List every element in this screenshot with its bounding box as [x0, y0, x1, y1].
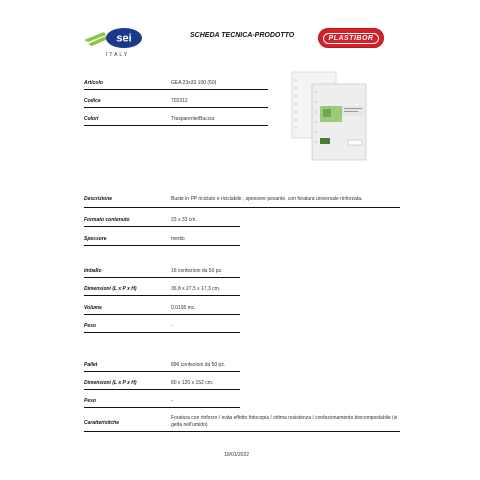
- value-colori: Trasparente/Buccia: [171, 116, 215, 122]
- divider: [84, 226, 240, 227]
- divider: [84, 277, 240, 278]
- value-peso-confezione: -: [171, 323, 173, 329]
- product-image: [290, 70, 370, 162]
- value-articolo: GEA 23x33 100 (50): [171, 80, 217, 86]
- divider: [84, 332, 240, 333]
- label-dimensioni-pallet: Dimensioni (L x P x H): [84, 380, 137, 386]
- value-descrizione: Buste in PP riciclato e riciclabile , spessore pesante, con foratura universale rinforzata.: [171, 196, 363, 202]
- sei-logo-mark: [84, 26, 144, 50]
- label-formato-contenuto: Formato contenuto: [84, 217, 130, 223]
- value-imballo: 16 confezioni da 50 pz.: [171, 268, 223, 274]
- divider: [84, 89, 268, 90]
- divider: [84, 371, 240, 372]
- divider: [84, 125, 268, 126]
- value-caratteristiche: Foratura con rinforzo / evita effetto fotocopia / ottima resistenza / confezionamento biocompostabile (si getta nell'umido): [171, 415, 398, 428]
- document-date: 10/01/2022: [224, 452, 250, 458]
- value-spessore: medio: [171, 236, 185, 242]
- value-pallet: 896 confezioni da 50 pz.: [171, 362, 226, 368]
- plastibor-logo-text: PLASTIBOR: [323, 33, 380, 44]
- label-volume: Volume: [84, 305, 102, 311]
- label-imballo: Imballo: [84, 268, 102, 274]
- value-peso-pallet: -: [171, 398, 173, 404]
- label-peso-pallet: Peso: [84, 398, 96, 404]
- value-dimensioni-pallet: 80 x 120 x 152 cm.: [171, 380, 214, 386]
- label-spessore: Spessore: [84, 236, 107, 242]
- value-formato-contenuto: 23 x 33 cm.: [171, 217, 197, 223]
- divider: [84, 295, 240, 296]
- sei-logo-subtitle: ITALY: [106, 52, 130, 58]
- divider: [84, 407, 240, 408]
- sei-logo: [84, 24, 144, 64]
- label-dimensioni-confezione: Dimensioni (L x P x H): [84, 286, 137, 292]
- label-peso-confezione: Peso: [84, 323, 96, 329]
- label-codice: Codice: [84, 98, 101, 104]
- divider: [84, 314, 240, 315]
- value-codice: 702312: [171, 98, 188, 104]
- divider: [84, 107, 268, 108]
- label-descrizione: Descrizione: [84, 196, 113, 202]
- sei-logo-text: sei: [116, 32, 132, 45]
- page-title: SCHEDA TECNICA-PRODOTTO: [190, 32, 295, 39]
- divider: [84, 389, 240, 390]
- value-dimensioni-confezione: 36,8 x 27,5 x 17,3 cm.: [171, 286, 221, 292]
- plastibor-logo: [318, 28, 384, 48]
- divider: [84, 245, 240, 246]
- label-pallet: Pallet: [84, 362, 98, 368]
- divider: [84, 207, 400, 208]
- divider: [84, 431, 400, 432]
- value-volume: 0,0195 mc.: [171, 305, 196, 311]
- label-colori: Colori: [84, 116, 99, 122]
- label-articolo: Articolo: [84, 80, 103, 86]
- label-caratteristiche: Caratteristiche: [84, 420, 120, 426]
